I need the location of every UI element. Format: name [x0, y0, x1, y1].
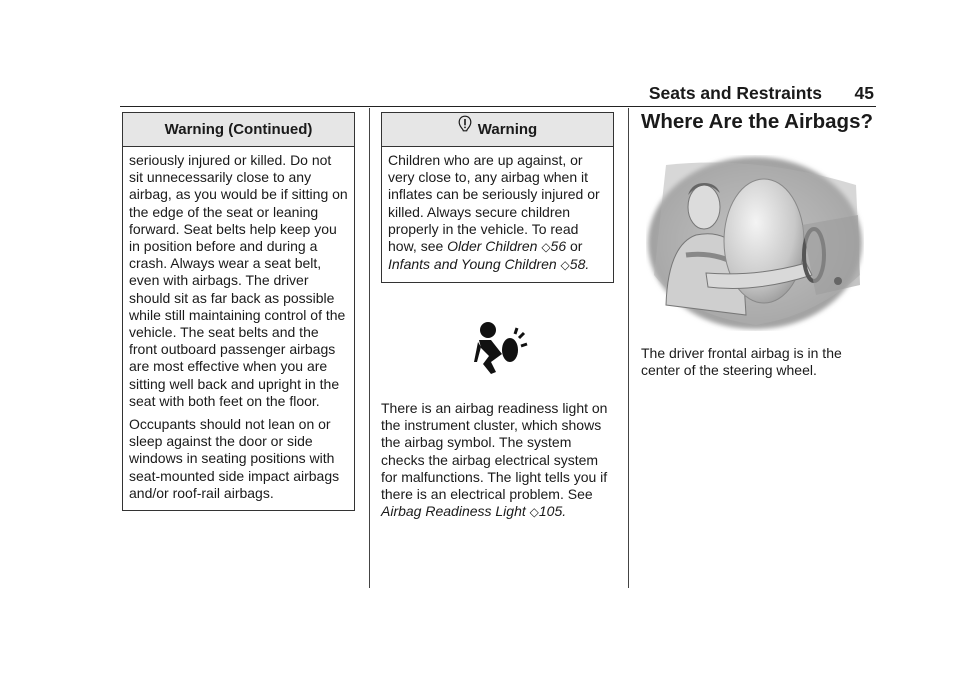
airbag-readiness-icon [474, 320, 528, 379]
cross-reference-link[interactable]: Older Children [447, 238, 538, 255]
cross-reference-link[interactable]: Airbag Readiness Light [381, 503, 526, 520]
section-heading: Where Are the Airbags? [641, 110, 873, 133]
page-ref-icon: ◇ [541, 240, 551, 255]
warning-body [123, 147, 354, 510]
cross-reference-page[interactable]: 58. [569, 256, 590, 273]
caution-icon [458, 111, 472, 144]
page-header [120, 80, 876, 107]
warning-box [381, 112, 614, 283]
airbag-caption: The driver frontal airbag is in the center of the steering wheel. [641, 345, 842, 379]
column-2 [381, 112, 614, 283]
body-paragraph: There is an airbag readiness light on the instrument cluster, which shows the airbag symbol. The system checks the airbag electrical system for malfunctions. The light tells you if there is an electrical problem. See [381, 400, 608, 503]
cross-reference-link[interactable]: Infants and Young Children [388, 256, 557, 273]
or-text: or [570, 238, 583, 255]
cross-reference-page[interactable]: 105. [538, 503, 567, 520]
column-1 [122, 112, 355, 511]
warning-heading [382, 113, 613, 147]
readiness-light-text [381, 400, 616, 521]
warning-heading: Warning (Continued) [123, 113, 354, 147]
cross-reference-page[interactable]: 56 [550, 238, 567, 255]
section-title: Seats and Restraints [648, 83, 822, 103]
driver-airbag-illustration [646, 155, 864, 336]
warning-paragraph: Occupants should not lean on or sleep against the door or side windows in seating positions with seat-mounted side impact airbags and/or roof-rail airbags. [129, 416, 340, 501]
column-divider [628, 108, 629, 588]
warning-box-continued [122, 112, 355, 511]
warning-title: Warning [477, 121, 538, 138]
warning-body [382, 147, 613, 282]
warning-paragraph: seriously injured or killed. Do not sit unnecessarily close to any airbag, as you would be if sitting on the edge of the seat or leaning forward. Seat belts help keep you in position before and during a crash. Always wear a seat belt, even with airbags. The driver should sit as far back as possible while still maintaining control of the vehicle. The seat belts and the front outboard passenger airbags are most effective when you are sitting well back and upright in the seat with both feet on the floor. [129, 152, 348, 409]
page-number: 45 [854, 83, 874, 103]
page-ref-icon: ◇ [529, 505, 539, 520]
warning-text: Children who are up against, or very close to, any airbag when it inflates can be seriously injured or killed. Always secure children properly in the vehicle. To read how, see [388, 152, 600, 255]
column-divider [369, 108, 370, 588]
page-ref-icon: ◇ [560, 258, 570, 273]
